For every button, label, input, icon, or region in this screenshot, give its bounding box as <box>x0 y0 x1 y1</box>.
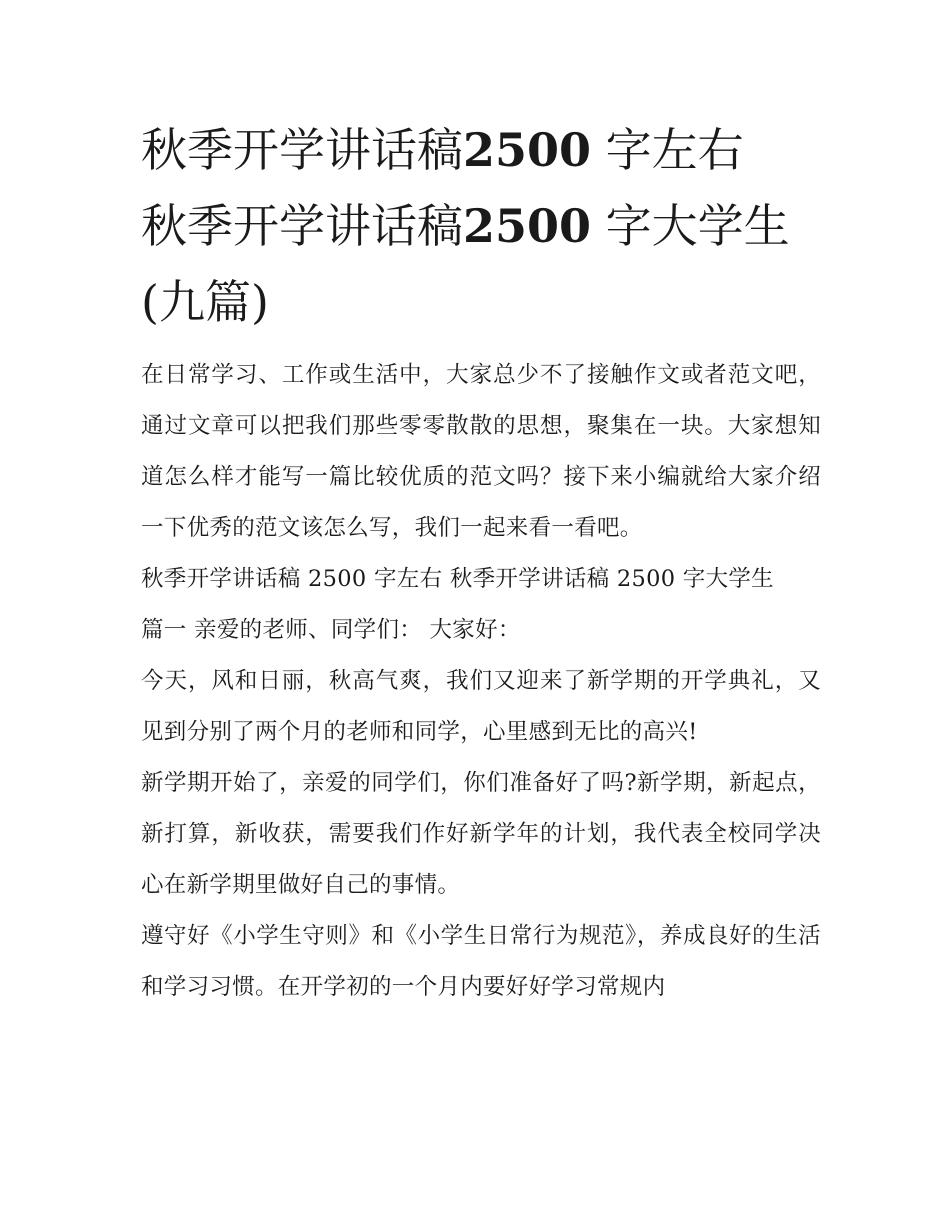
title-line-2-suffix: 字大学生 <box>591 199 790 253</box>
title-line-1 <box>141 112 821 188</box>
intro-paragraph: 在日常学习、工作或生活中，大家总少不了接触作文或者范文吧，通过文章可以把我们那些零零散散的思想，聚集在一块。大家想知道怎么样才能写一篇比较优质的范文吗？接下来小编就给大家介绍一下优秀的范文该怎么写，我们一起来看一看吧。 <box>141 362 821 541</box>
greeting-paragraph: 篇一 亲爱的老师、同学们： 大家好： <box>141 617 521 643</box>
document-title <box>141 112 821 340</box>
body-paragraph-3: 遵守好《小学生守则》和《小学生日常行为规范》，养成良好的生活和学习习惯。在开学初的一个月内要好好学习常规内 <box>141 923 821 1000</box>
title-line-3: (九篇) <box>141 275 269 329</box>
subtitle-paragraph: 秋季开学讲话稿 2500 字左右 秋季开学讲话稿 2500 字大学生 <box>141 566 774 592</box>
body-paragraph-1: 今天，风和日丽，秋高气爽，我们又迎来了新学期的开学典礼，又见到分别了两个月的老师和同学，心里感到无比的高兴! <box>141 668 821 745</box>
body-paragraph-2: 新学期开始了，亲爱的同学们，你们准备好了吗?新学期，新起点，新打算，新收获，需要我们作好新学年的计划，我代表全校同学决心在新学期里做好自己的事情。 <box>141 770 821 898</box>
title-line-2-text: 秋季开学讲话稿 <box>141 199 463 253</box>
title-line-1-number: 2500 <box>463 123 592 177</box>
document-body <box>141 112 821 1013</box>
title-line-1-text: 秋季开学讲话稿 <box>141 123 463 177</box>
title-line-2 <box>141 188 821 264</box>
title-line-1-suffix: 字左右 <box>591 123 744 177</box>
title-line-2-number: 2500 <box>463 199 592 253</box>
